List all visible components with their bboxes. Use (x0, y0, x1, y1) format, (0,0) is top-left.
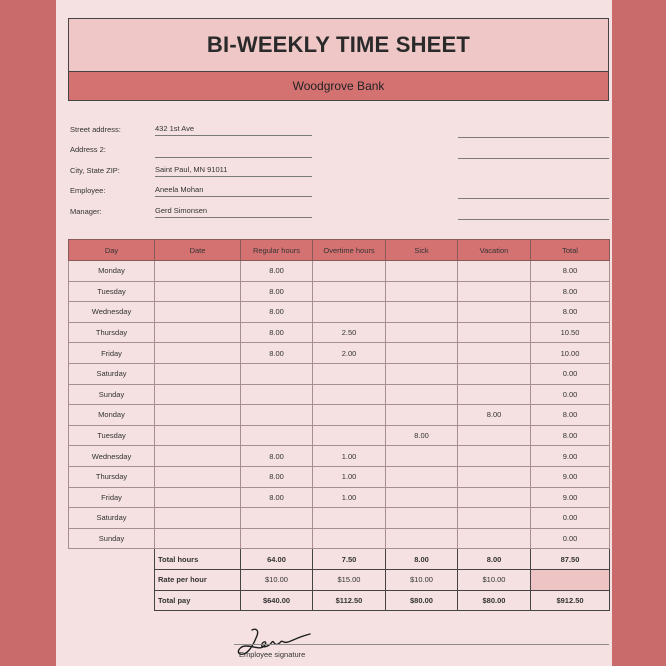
cell-date[interactable] (155, 302, 241, 323)
cell-date[interactable] (155, 343, 241, 364)
cell-date[interactable] (155, 487, 241, 508)
col-header-total: Total (531, 240, 610, 261)
cell-vacation[interactable] (458, 281, 531, 302)
cell-date[interactable] (155, 384, 241, 405)
cell-total: 10.50 (531, 322, 610, 343)
blank-cell (69, 590, 155, 611)
col-header-vacation: Vacation (458, 240, 531, 261)
address2-field[interactable] (155, 146, 312, 158)
cell-overtime[interactable] (313, 281, 386, 302)
blank-cell (69, 549, 155, 570)
manager-label: Manager: (70, 207, 102, 216)
cell-day: Tuesday (69, 425, 155, 446)
cell-sick[interactable] (386, 281, 458, 302)
table-row (69, 261, 610, 282)
cell-total: 0.00 (531, 384, 610, 405)
table-row (69, 281, 610, 302)
cell-date[interactable] (155, 261, 241, 282)
total-all: 87.50 (531, 549, 610, 570)
time-sheet-page (56, 0, 612, 666)
total-pay-row (69, 590, 610, 611)
cell-regular[interactable] (241, 384, 313, 405)
table-row (69, 322, 610, 343)
table-row (69, 528, 610, 549)
cell-sick[interactable] (386, 446, 458, 467)
cell-overtime[interactable] (313, 261, 386, 282)
cell-total: 0.00 (531, 528, 610, 549)
cell-regular[interactable] (241, 528, 313, 549)
cell-day: Tuesday (69, 281, 155, 302)
col-header-regular: Regular hours (241, 240, 313, 261)
cell-overtime[interactable] (313, 384, 386, 405)
total-sick: 8.00 (386, 549, 458, 570)
total-hours-label: Total hours (155, 549, 241, 570)
rate-sick[interactable]: $10.00 (386, 569, 458, 590)
cell-overtime[interactable] (313, 363, 386, 384)
cell-overtime[interactable]: 1.00 (313, 487, 386, 508)
cell-regular[interactable] (241, 405, 313, 426)
signature-line[interactable] (234, 644, 609, 645)
col-header-sick: Sick (386, 240, 458, 261)
employee-field[interactable]: Aneela Mohan (155, 185, 312, 197)
cell-sick[interactable] (386, 384, 458, 405)
total-hours-row (69, 549, 610, 570)
timesheet-table (68, 239, 610, 611)
cell-sick[interactable]: 8.00 (386, 425, 458, 446)
pay-regular: $640.00 (241, 590, 313, 611)
title-banner (68, 18, 609, 72)
cell-day: Monday (69, 261, 155, 282)
cell-regular[interactable]: 8.00 (241, 322, 313, 343)
cell-sick[interactable] (386, 487, 458, 508)
cell-regular[interactable]: 8.00 (241, 446, 313, 467)
cell-regular[interactable] (241, 508, 313, 529)
col-header-overtime: Overtime hours (313, 240, 386, 261)
email-field[interactable] (458, 208, 609, 220)
table-row (69, 343, 610, 364)
cell-overtime[interactable] (313, 425, 386, 446)
table-row (69, 302, 610, 323)
table-row (69, 425, 610, 446)
cell-date[interactable] (155, 322, 241, 343)
cell-total: 9.00 (531, 446, 610, 467)
cell-day: Saturday (69, 508, 155, 529)
cell-total: 0.00 (531, 508, 610, 529)
total-regular: 64.00 (241, 549, 313, 570)
cell-day: Wednesday (69, 446, 155, 467)
cell-total: 8.00 (531, 302, 610, 323)
cell-day: Monday (69, 405, 155, 426)
table-row (69, 446, 610, 467)
cell-sick[interactable] (386, 508, 458, 529)
table-row (69, 384, 610, 405)
rate-vacation[interactable]: $10.00 (458, 569, 531, 590)
table-row (69, 508, 610, 529)
cell-regular[interactable]: 8.00 (241, 487, 313, 508)
cell-regular[interactable]: 8.00 (241, 343, 313, 364)
cell-total: 8.00 (531, 405, 610, 426)
address2-label: Address 2: (70, 145, 106, 154)
employee-label: Employee: (70, 186, 106, 195)
cell-vacation[interactable] (458, 261, 531, 282)
total-pay-label: Total pay (155, 590, 241, 611)
page-title: BI-WEEKLY TIME SHEET (206, 32, 471, 57)
cell-regular[interactable]: 8.00 (241, 281, 313, 302)
cell-sick[interactable] (386, 261, 458, 282)
cell-date[interactable] (155, 425, 241, 446)
table-header-row (69, 240, 610, 261)
cell-date[interactable] (155, 446, 241, 467)
cell-overtime[interactable]: 1.00 (313, 466, 386, 487)
cell-regular[interactable]: 8.00 (241, 302, 313, 323)
cell-vacation[interactable] (458, 487, 531, 508)
cell-day: Wednesday (69, 302, 155, 323)
cell-day: Sunday (69, 528, 155, 549)
cell-total: 8.00 (531, 281, 610, 302)
cell-sick[interactable] (386, 405, 458, 426)
cell-vacation[interactable] (458, 363, 531, 384)
cell-sick[interactable] (386, 466, 458, 487)
cell-total: 9.00 (531, 487, 610, 508)
cell-vacation[interactable] (458, 466, 531, 487)
cell-vacation[interactable] (458, 528, 531, 549)
table-row (69, 363, 610, 384)
cell-regular[interactable] (241, 425, 313, 446)
cell-vacation[interactable] (458, 446, 531, 467)
cell-overtime[interactable] (313, 528, 386, 549)
col-header-date: Date (155, 240, 241, 261)
cell-day: Friday (69, 487, 155, 508)
pay-end-field[interactable] (458, 147, 609, 159)
rate-overtime[interactable]: $15.00 (313, 569, 386, 590)
total-vacation: 8.00 (458, 549, 531, 570)
cell-total: 9.00 (531, 466, 610, 487)
cell-date[interactable] (155, 363, 241, 384)
cell-vacation[interactable] (458, 425, 531, 446)
cell-day: Thursday (69, 322, 155, 343)
cell-date[interactable] (155, 508, 241, 529)
table-row (69, 466, 610, 487)
cell-day: Friday (69, 343, 155, 364)
rate-total (531, 569, 610, 590)
cell-date[interactable] (155, 528, 241, 549)
cell-regular[interactable]: 8.00 (241, 261, 313, 282)
cell-sick[interactable] (386, 363, 458, 384)
city-field[interactable]: Saint Paul, MN 91011 (155, 165, 312, 177)
company-banner (68, 71, 609, 101)
pay-start-field[interactable] (458, 126, 609, 138)
cell-overtime[interactable]: 1.00 (313, 446, 386, 467)
rate-regular[interactable]: $10.00 (241, 569, 313, 590)
cell-vacation[interactable] (458, 302, 531, 323)
pay-vacation: $80.00 (458, 590, 531, 611)
signature-label: Employee signature (239, 650, 306, 659)
cell-total: 0.00 (531, 363, 610, 384)
cell-vacation[interactable] (458, 384, 531, 405)
cell-sick[interactable] (386, 322, 458, 343)
cell-overtime[interactable]: 2.00 (313, 343, 386, 364)
col-header-day: Day (69, 240, 155, 261)
phone-field[interactable] (458, 187, 609, 199)
company-name: Woodgrove Bank (292, 79, 385, 93)
blank-cell (69, 569, 155, 590)
cell-regular[interactable]: 8.00 (241, 466, 313, 487)
cell-vacation[interactable] (458, 322, 531, 343)
cell-day: Thursday (69, 466, 155, 487)
cell-date[interactable] (155, 281, 241, 302)
rate-row (69, 569, 610, 590)
table-row (69, 405, 610, 426)
cell-total: 10.00 (531, 343, 610, 364)
cell-day: Saturday (69, 363, 155, 384)
pay-total: $912.50 (531, 590, 610, 611)
cell-sick[interactable] (386, 528, 458, 549)
street-label: Street address: (70, 125, 121, 134)
cell-sick[interactable] (386, 302, 458, 323)
cell-overtime[interactable] (313, 508, 386, 529)
rate-label: Rate per hour (155, 569, 241, 590)
cell-vacation[interactable]: 8.00 (458, 405, 531, 426)
table-row (69, 487, 610, 508)
cell-total: 8.00 (531, 425, 610, 446)
cell-total: 8.00 (531, 261, 610, 282)
cell-vacation[interactable] (458, 508, 531, 529)
cell-date[interactable] (155, 466, 241, 487)
cell-overtime[interactable]: 2.50 (313, 322, 386, 343)
cell-regular[interactable] (241, 363, 313, 384)
pay-overtime: $112.50 (313, 590, 386, 611)
cell-date[interactable] (155, 405, 241, 426)
cell-sick[interactable] (386, 343, 458, 364)
cell-overtime[interactable] (313, 302, 386, 323)
manager-field[interactable]: Gerd Simonsen (155, 206, 312, 218)
cell-vacation[interactable] (458, 343, 531, 364)
pay-sick: $80.00 (386, 590, 458, 611)
cell-day: Sunday (69, 384, 155, 405)
city-label: City, State ZIP: (70, 166, 120, 175)
street-field[interactable]: 432 1st Ave (155, 124, 312, 136)
cell-overtime[interactable] (313, 405, 386, 426)
total-overtime: 7.50 (313, 549, 386, 570)
